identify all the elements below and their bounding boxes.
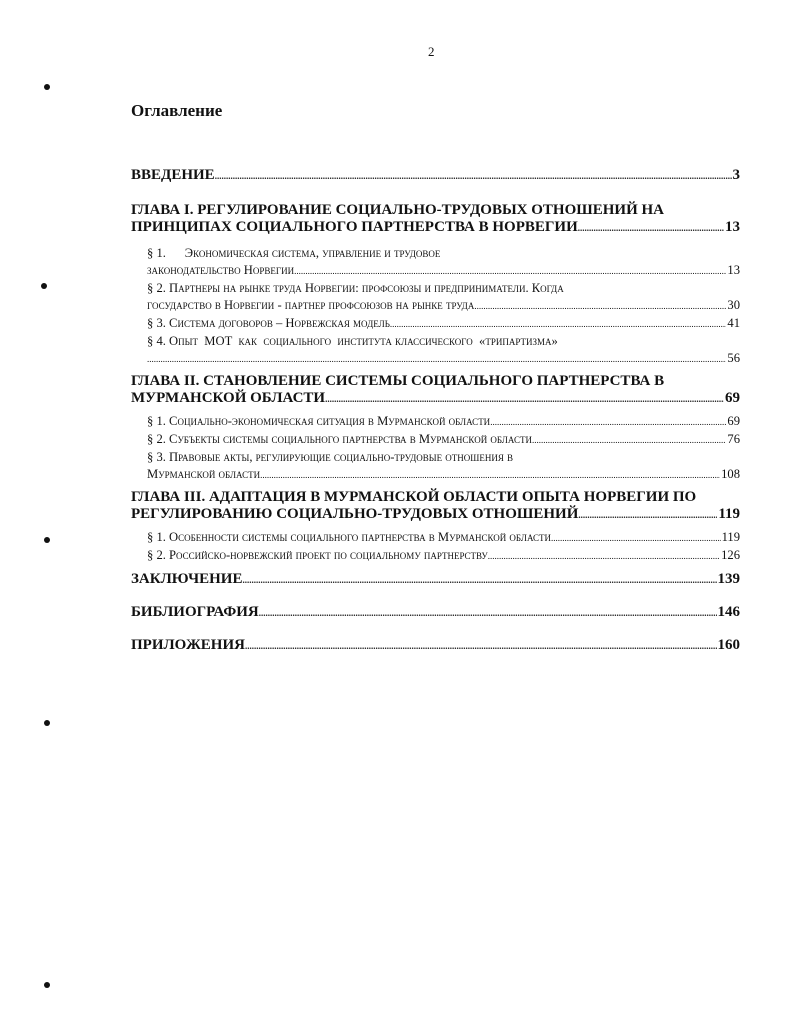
toc-entry-ch1-s1[interactable] <box>147 245 740 280</box>
toc-page: 119 <box>718 506 740 522</box>
toc-label: § 3. Правовые акты, регулирующие социально-трудовые отношения в <box>147 450 513 464</box>
toc-leader <box>490 413 726 431</box>
toc-page: 146 <box>717 604 740 620</box>
binder-hole-mark <box>41 283 47 289</box>
toc-leader <box>294 262 726 280</box>
binder-hole-mark <box>44 982 50 988</box>
toc-leader <box>474 297 726 315</box>
toc-leader <box>390 315 727 333</box>
toc-leader <box>578 506 717 524</box>
toc-page: 119 <box>721 530 740 544</box>
toc-page: 13 <box>727 263 740 277</box>
toc-leader <box>260 466 720 484</box>
page-title: Оглавление <box>131 101 223 120</box>
toc-page: 56 <box>727 351 740 365</box>
toc-entry-chapter-2[interactable] <box>131 373 740 408</box>
toc-label: ГЛАВА II. СТАНОВЛЕНИЕ СИСТЕМЫ СОЦИАЛЬНОГО ПАРТНЕРСТВА В <box>131 373 665 389</box>
toc-label: законодательство Норвегии <box>147 263 295 277</box>
toc-entry-ch1-s3[interactable] <box>147 315 740 333</box>
toc-leader <box>532 431 726 449</box>
toc-entry-ch2-s3[interactable] <box>147 449 740 484</box>
toc-label: МУРМАНСКОЙ ОБЛАСТИ <box>131 390 326 406</box>
toc-entry-ch3-s1[interactable] <box>147 529 740 547</box>
toc-page: 139 <box>717 571 740 587</box>
toc-page: 160 <box>717 637 740 653</box>
toc-label: БИБЛИОГРАФИЯ <box>131 604 259 620</box>
binder-hole-mark <box>44 84 50 90</box>
toc-label: § 2. Российско-норвежский проект по социальному партнерству <box>147 548 488 562</box>
toc-entry-conclusion[interactable] <box>131 571 740 589</box>
toc-entry-bibliography[interactable] <box>131 604 740 622</box>
toc-leader <box>578 219 724 237</box>
toc-page: 41 <box>727 316 740 330</box>
toc-label: ПРИЛОЖЕНИЯ <box>131 637 245 653</box>
toc-leader <box>325 390 724 408</box>
binder-hole-mark <box>44 720 50 726</box>
toc-entry-chapter-1[interactable] <box>131 202 740 237</box>
toc-leader <box>245 637 717 655</box>
table-of-contents <box>131 167 740 655</box>
toc-page: 69 <box>727 414 740 428</box>
toc-entry-ch1-s2[interactable] <box>147 280 740 315</box>
toc-page: 69 <box>725 390 740 406</box>
toc-entry-ch2-s1[interactable] <box>147 413 740 431</box>
toc-entry-appendices[interactable] <box>131 637 740 655</box>
toc-leader <box>488 547 720 565</box>
toc-label: § 1. Особенности системы социального партнерства в Мурманской области <box>147 530 552 544</box>
toc-label: ВВЕДЕНИЕ <box>131 167 215 183</box>
toc-label: § 4. Опыт МОТ как социального института классического «трипартизма» <box>147 334 558 348</box>
toc-page: 76 <box>727 432 740 446</box>
toc-entry-ch2-s2[interactable] <box>147 431 740 449</box>
toc-label: ГЛАВА I. РЕГУЛИРОВАНИЕ СОЦИАЛЬНО-ТРУДОВЫХ ОТНОШЕНИЙ НА <box>131 202 664 218</box>
toc-page: 3 <box>732 167 740 183</box>
toc-label: § 2. Партнеры на рынке труда Норвегии: профсоюзы и предприниматели. Когда <box>147 281 564 295</box>
toc-label: ПРИНЦИПАХ СОЦИАЛЬНОГО ПАРТНЕРСТВА В НОРВЕГИИ <box>131 219 578 235</box>
toc-leader <box>551 529 721 547</box>
toc-label: § 3. Система договоров – Норвежская модель <box>147 316 390 330</box>
toc-label: ГЛАВА III. АДАПТАЦИЯ В МУРМАНСКОЙ ОБЛАСТИ ОПЫТА НОРВЕГИИ ПО <box>131 489 697 505</box>
toc-label: § 1. Экономическая система, управление и трудовое <box>147 246 441 260</box>
binder-hole-mark <box>44 537 50 543</box>
toc-entry-ch3-s2[interactable] <box>147 547 740 565</box>
toc-leader <box>242 571 716 589</box>
toc-label: § 2. Субъекты системы социального партнерства в Мурманской области <box>147 432 532 446</box>
toc-leader <box>147 350 726 368</box>
toc-label: государство в Норвегии - партнер профсоюзов на рынке труда <box>147 298 475 312</box>
page-number: 2 <box>428 44 435 59</box>
toc-label: РЕГУЛИРОВАНИЮ СОЦИАЛЬНО-ТРУДОВЫХ ОТНОШЕНИЙ <box>131 506 579 522</box>
toc-entry-ch1-s4[interactable] <box>147 333 740 368</box>
toc-page: 30 <box>727 298 740 312</box>
toc-label: ЗАКЛЮЧЕНИЕ <box>131 571 243 587</box>
toc-label: Мурманской области <box>147 467 261 481</box>
toc-leader <box>259 604 717 622</box>
toc-leader <box>215 167 732 185</box>
toc-entry-intro[interactable] <box>131 167 740 185</box>
toc-entry-chapter-3[interactable] <box>131 489 740 524</box>
toc-label: § 1. Социально-экономическая ситуация в Мурманской области <box>147 414 491 428</box>
toc-page: 108 <box>721 467 740 481</box>
toc-page: 126 <box>721 548 740 562</box>
toc-page: 13 <box>725 219 740 235</box>
